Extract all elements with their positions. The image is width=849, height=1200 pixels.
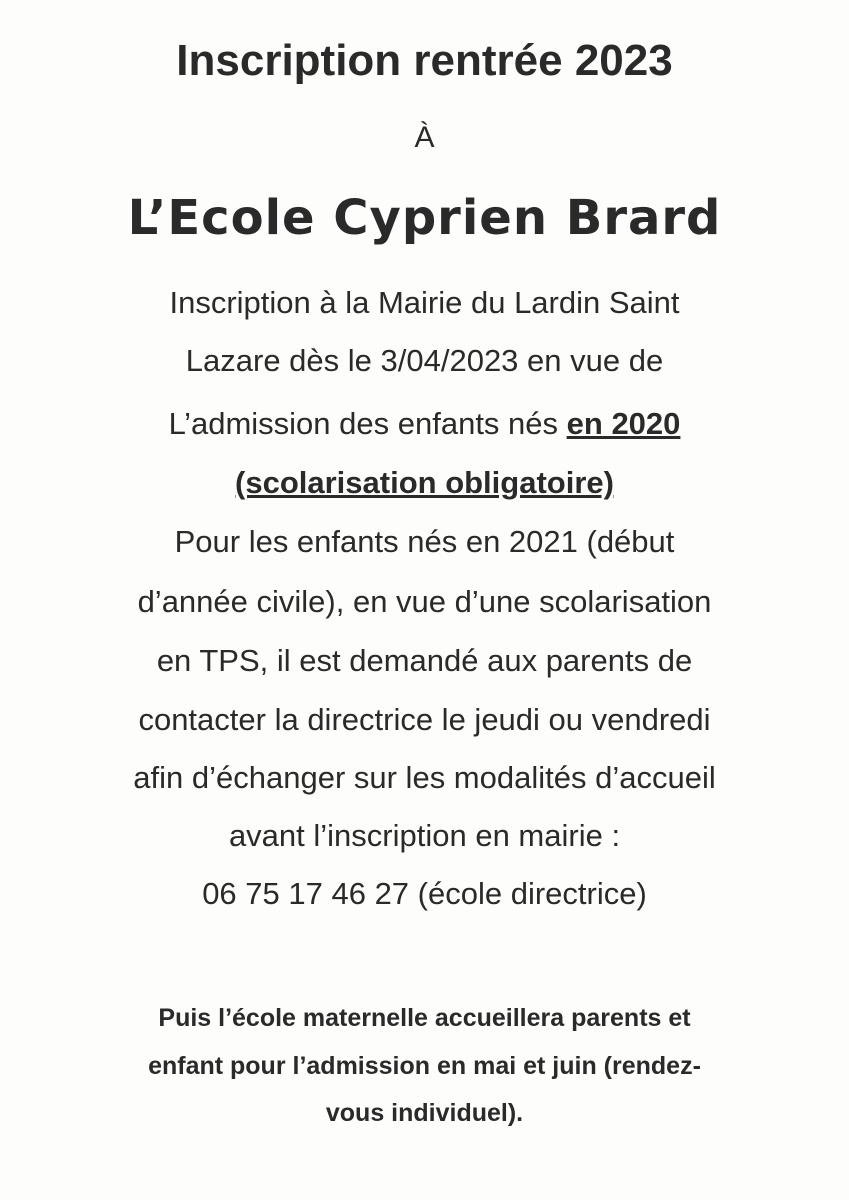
closing-line-1: Puis l’école maternelle accueillera parents et	[158, 1004, 691, 1032]
body-line-9: afin d’échanger sur les modalités d’accueil	[133, 760, 716, 795]
mandatory-schooling-note: (scolarisation obligatoire)	[235, 465, 614, 500]
body-line-7: en TPS, il est demandé aux parents de	[156, 643, 693, 678]
preposition-a: À	[414, 121, 435, 154]
body-line-5: Pour les enfants nés en 2021 (début	[174, 524, 675, 559]
birth-year-emphasis: en 2020	[566, 406, 681, 441]
contact-phone: 06 75 17 46 27 (école directrice)	[202, 876, 647, 911]
closing-line-3: vous individuel).	[325, 1099, 524, 1127]
body-line-8: contacter la directrice le jeudi ou vendredi	[138, 702, 711, 737]
school-name: L’Ecole Cyprien Brard	[127, 190, 722, 246]
body-line-10: avant l’inscription en mairie :	[228, 818, 621, 853]
body-line-3	[0, 404, 849, 444]
body-line-2: Lazare dès le 3/04/2023 en vue de	[185, 343, 664, 378]
closing-line-2: enfant pour l’admission en mai et juin (rendez-	[148, 1052, 701, 1080]
body-line-3-text: L’admission des enfants nés	[168, 406, 567, 441]
body-line-6: d’année civile), en vue d’une scolarisation	[137, 584, 712, 619]
body-line-1: Inscription à la Mairie du Lardin Saint	[169, 285, 680, 320]
page-title: Inscription rentrée 2023	[176, 36, 673, 85]
